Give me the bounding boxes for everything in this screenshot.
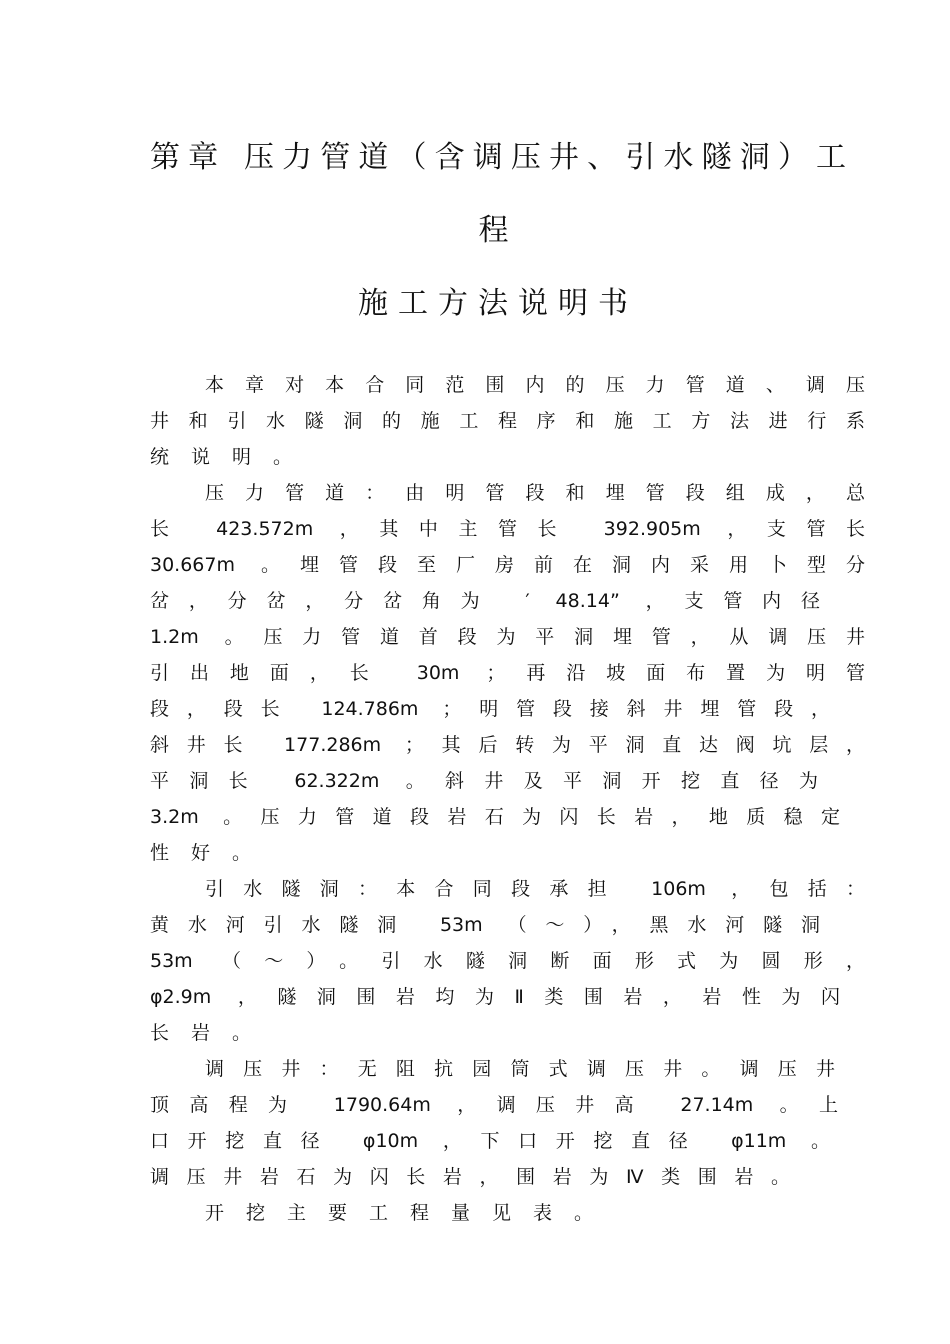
paragraph-2-line-9: 平洞长 62.322m 。斜井及平洞开挖直径为 [150,770,818,792]
document-title-line-1: 第章 压力管道（含调压井、引水隧洞）工 [150,140,850,175]
paragraph-5-line-1: 开挖主要工程量见表。 [205,1202,616,1224]
paragraph-1-line-1: 本章对本合同范围内的压力管道、调压 [205,374,865,396]
paragraph-4-line-1: 调压井：无阻抗园筒式调压井。调压井 [205,1058,835,1080]
paragraph-3-line-4: φ2.9m ，隧洞围岩均为Ⅱ类围岩，岩性为闪 [150,986,840,1008]
paragraph-2-line-4: 岔，分岔，分岔角为 ′ 48.14” ，支管内径 [150,590,820,612]
paragraph-2-line-6: 引出地面，长 30m ；再沿坡面布置为明管 [150,662,865,684]
document-title-line-2: 程 [478,213,518,248]
paragraph-4-line-2: 顶高程为 1790.64m ，调压井高 27.14m 。上 [150,1094,838,1116]
paragraph-2-line-3: 30.667m 。埋管段至厂房前在洞内采用卜型分 [150,554,865,576]
paragraph-2-line-11: 性好。 [150,842,274,864]
paragraph-4-line-4: 调压井岩石为闪长岩，围岩为Ⅳ类围岩。 [150,1166,790,1188]
paragraph-2-line-10: 3.2m 。压力管道段岩石为闪长岩，地质稳定 [150,806,840,828]
paragraph-3-line-1: 引水隧洞：本合同段承担 106m ，包括： [205,878,865,900]
paragraph-3-line-2: 黄水河引水隧洞 53m （～），黑水河隧洞 [150,914,820,936]
paragraph-2-line-5: 1.2m 。压力管道首段为平洞埋管，从调压井 [150,626,865,648]
paragraph-2-line-1: 压力管道：由明管段和埋管段组成，总 [205,482,865,504]
paragraph-4-line-3: 口开挖直径 φ10m ，下口开挖直径 φ11m 。 [150,1130,830,1152]
paragraph-3-line-5: 长岩。 [150,1022,274,1044]
paragraph-2-line-2: 长 423.572m ，其中主管长 392.905m ，支管长 [150,518,865,540]
paragraph-2-line-8: 斜井长 177.286m ；其后转为平洞直达阀坑层， [150,734,865,756]
paragraph-3-line-3: 53m （～）。引水隧洞断面形式为圆形， [150,950,865,972]
paragraph-2-line-7: 段，段长 124.786m ；明管段接斜井埋管段， [150,698,830,720]
paragraph-1-line-3: 统说明。 [150,446,315,468]
paragraph-1-line-2: 井和引水隧洞的施工程序和施工方法进行系 [150,410,865,432]
document-subtitle: 施工方法说明书 [358,286,638,321]
